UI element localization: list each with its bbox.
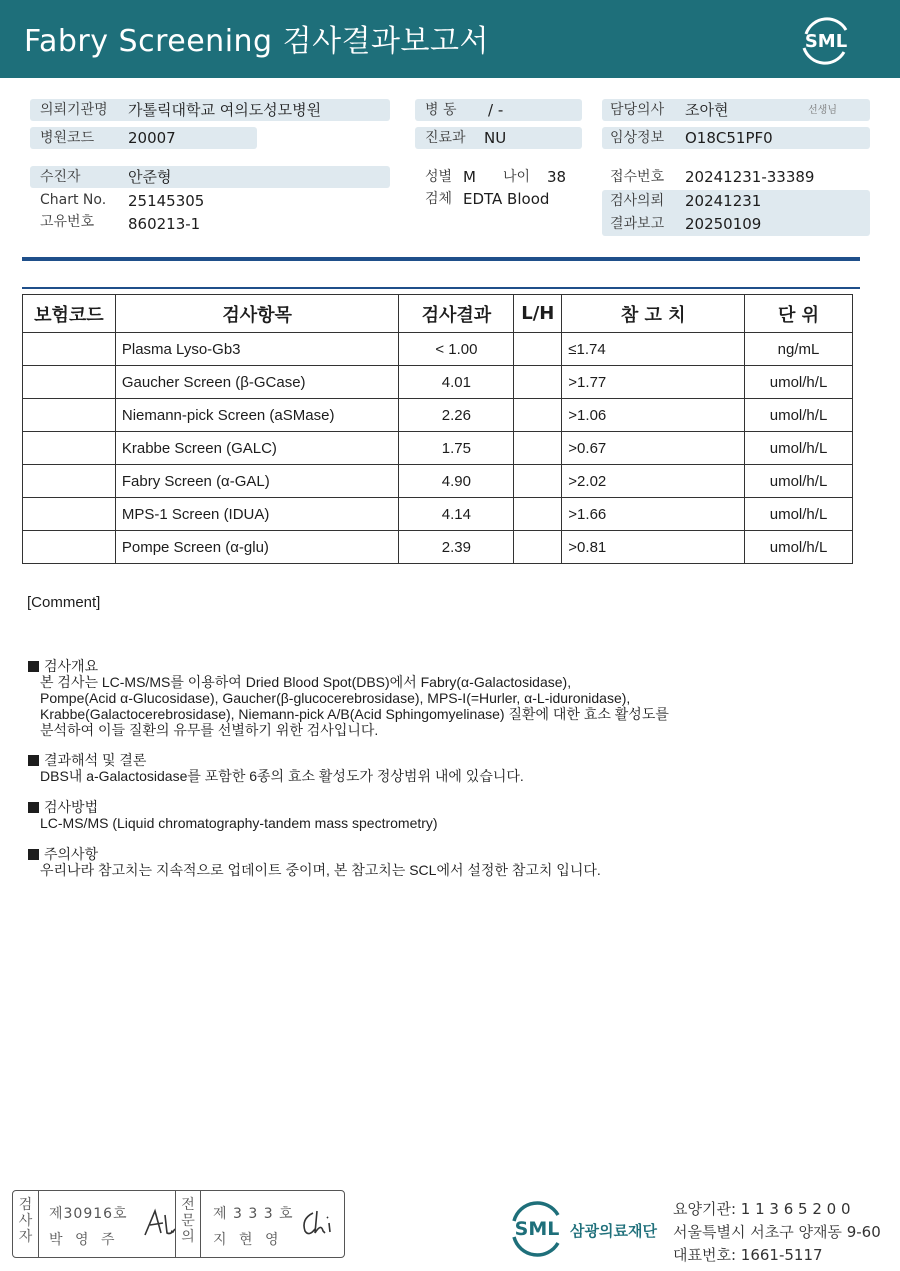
cell-unit: umol/h/L bbox=[745, 366, 853, 399]
cell-item: Krabbe Screen (GALC) bbox=[115, 432, 399, 465]
col-reference: 참 고 치 bbox=[562, 295, 745, 333]
signature-box bbox=[12, 1190, 345, 1258]
section-line: 분석하여 이들 질환의 유무를 선별하기 위한 검사입니다. bbox=[40, 722, 379, 738]
specialist-license: 제 3 3 3 호 bbox=[213, 1206, 294, 1222]
section-line: Krabbe(Galactocerebrosidase), Niemann-pick A/B(Acid Sphingomyelinase) 질환에 대한 효소 활성도를 bbox=[40, 706, 669, 722]
cell-reference: >1.06 bbox=[562, 399, 745, 432]
cell-code bbox=[23, 366, 116, 399]
unique-no-value: 860213-1 bbox=[128, 215, 201, 233]
request-date-value: 20241231 bbox=[685, 192, 762, 210]
cell-result: 4.01 bbox=[399, 366, 514, 399]
report-date-label: 결과보고 bbox=[610, 216, 665, 232]
table-row bbox=[23, 531, 853, 564]
section-title: 주의사항 bbox=[44, 846, 99, 862]
cell-code bbox=[23, 531, 116, 564]
cell-item: Plasma Lyso-Gb3 bbox=[115, 333, 399, 366]
table-row bbox=[23, 366, 853, 399]
cell-code bbox=[23, 432, 116, 465]
cell-code bbox=[23, 333, 116, 366]
sml-logo-icon bbox=[798, 12, 854, 66]
comment-label: [Comment] bbox=[27, 594, 101, 611]
institution-value: 가톨릭대학교 여의도성모병원 bbox=[128, 101, 322, 119]
cell-unit: umol/h/L bbox=[745, 498, 853, 531]
cell-lh bbox=[514, 399, 562, 432]
section-caution bbox=[28, 846, 601, 878]
cell-reference: >1.77 bbox=[562, 366, 745, 399]
receipt-no-label: 접수번호 bbox=[610, 169, 665, 185]
inspector-label: 검 사 자 bbox=[18, 1197, 33, 1245]
cell-item: Pompe Screen (α-glu) bbox=[115, 531, 399, 564]
ward-value: / - bbox=[488, 101, 504, 119]
institution-label: 의뢰기관명 bbox=[40, 102, 108, 118]
cell-result: 2.26 bbox=[399, 399, 514, 432]
cell-result: 2.39 bbox=[399, 531, 514, 564]
cell-code bbox=[23, 465, 116, 498]
table-row bbox=[23, 465, 853, 498]
bullet-square-icon bbox=[28, 661, 39, 672]
clinical-info-value: O18C51PF0 bbox=[685, 129, 773, 147]
section-line: Pompe(Acid α-Glucosidase), Gaucher(β-glucocerebrosidase), MPS-I(=Hurler, α-L-iduronidase), bbox=[40, 690, 631, 706]
organization-name: 삼광의료재단 bbox=[570, 1222, 657, 1240]
cell-lh bbox=[514, 333, 562, 366]
cell-unit: umol/h/L bbox=[745, 399, 853, 432]
sml-foundation-logo-text: SML bbox=[514, 1218, 560, 1240]
department-value: NU bbox=[484, 129, 507, 147]
cell-item: Niemann-pick Screen (aSMase) bbox=[115, 399, 399, 432]
section-title: 검사방법 bbox=[44, 799, 99, 815]
specialist-label: 전 문 의 bbox=[181, 1197, 195, 1245]
department-label: 진료과 bbox=[425, 130, 466, 146]
cell-item: MPS-1 Screen (IDUA) bbox=[115, 498, 399, 531]
cell-code bbox=[23, 399, 116, 432]
organization-address: 서울특별시 서초구 양재동 9-60 bbox=[673, 1223, 881, 1241]
col-unit: 단 위 bbox=[745, 295, 853, 333]
doctor-value: 조아현 bbox=[685, 101, 729, 119]
cell-lh bbox=[514, 531, 562, 564]
hospital-code-value: 20007 bbox=[128, 129, 176, 147]
section-line: 본 검사는 LC-MS/MS를 이용하여 Dried Blood Spot(DBS)에서 Fabry(α-Galactosidase), bbox=[40, 674, 572, 690]
specimen-value: EDTA Blood bbox=[463, 190, 550, 208]
cell-result: < 1.00 bbox=[399, 333, 514, 366]
cell-reference: >1.66 bbox=[562, 498, 745, 531]
hospital-code-label: 병원코드 bbox=[40, 130, 95, 146]
sml-foundation-logo-icon bbox=[508, 1197, 566, 1257]
section-interpretation bbox=[28, 752, 524, 784]
chart-no-value: 25145305 bbox=[128, 192, 205, 210]
cell-result: 4.14 bbox=[399, 498, 514, 531]
section-method bbox=[28, 799, 438, 831]
cell-reference: >0.67 bbox=[562, 432, 745, 465]
cell-reference: >0.81 bbox=[562, 531, 745, 564]
age-value: 38 bbox=[547, 168, 567, 186]
col-lh: L/H bbox=[514, 295, 562, 333]
cell-item: Fabry Screen (α-GAL) bbox=[115, 465, 399, 498]
section-line: 우리나라 참고치는 지속적으로 업데이트 중이며, 본 참고치는 SCL에서 설정한 참고치 입니다. bbox=[40, 862, 601, 878]
cell-unit: umol/h/L bbox=[745, 432, 853, 465]
cell-unit: ng/mL bbox=[745, 333, 853, 366]
cell-lh bbox=[514, 432, 562, 465]
inspector-license: 제30916호 bbox=[49, 1206, 128, 1222]
section-divider bbox=[22, 257, 860, 261]
inspector-name: 박 영 주 bbox=[49, 1232, 119, 1248]
cell-result: 1.75 bbox=[399, 432, 514, 465]
table-row bbox=[23, 399, 853, 432]
table-row bbox=[23, 432, 853, 465]
cell-lh bbox=[514, 465, 562, 498]
report-date-value: 20250109 bbox=[685, 215, 762, 233]
patient-label: 수진자 bbox=[40, 169, 81, 185]
cell-item: Gaucher Screen (β-GCase) bbox=[115, 366, 399, 399]
cell-unit: umol/h/L bbox=[745, 465, 853, 498]
section-line: LC-MS/MS (Liquid chromatography-tandem mass spectrometry) bbox=[40, 815, 438, 831]
results-table bbox=[22, 294, 853, 564]
section-line: DBS내 a-Galactosidase를 포함한 6종의 효소 활성도가 정상범위 내에 있습니다. bbox=[40, 768, 524, 784]
cell-unit: umol/h/L bbox=[745, 531, 853, 564]
bullet-square-icon bbox=[28, 802, 39, 813]
section-overview bbox=[28, 658, 669, 738]
sex-value: M bbox=[463, 168, 476, 186]
institution-code: 요양기관: 1 1 3 6 5 2 0 0 bbox=[673, 1200, 851, 1218]
cell-lh bbox=[514, 498, 562, 531]
clinical-info-label: 임상정보 bbox=[610, 130, 665, 146]
report-header-banner bbox=[0, 0, 900, 78]
specialist-vertical-label bbox=[175, 1191, 201, 1257]
report-title: Fabry Screening 검사결과보고서 bbox=[24, 24, 489, 59]
age-label: 나이 bbox=[503, 169, 531, 185]
receipt-no-value: 20241231-33389 bbox=[685, 168, 815, 186]
table-header-row bbox=[23, 295, 853, 333]
section-title: 결과해석 및 결론 bbox=[44, 752, 147, 768]
col-test-item: 검사항목 bbox=[115, 295, 399, 333]
unique-no-label: 고유번호 bbox=[40, 214, 95, 230]
request-date-label: 검사의뢰 bbox=[610, 193, 665, 209]
specimen-label: 검체 bbox=[425, 191, 453, 207]
cell-code bbox=[23, 498, 116, 531]
table-row bbox=[23, 498, 853, 531]
patient-value: 안준형 bbox=[128, 168, 172, 186]
col-insurance-code: 보험코드 bbox=[23, 295, 116, 333]
col-result: 검사결과 bbox=[399, 295, 514, 333]
cell-result: 4.90 bbox=[399, 465, 514, 498]
cell-lh bbox=[514, 366, 562, 399]
organization-phone: 대표번호: 1661-5117 bbox=[673, 1246, 823, 1264]
table-row bbox=[23, 333, 853, 366]
ward-label: 병 동 bbox=[425, 102, 457, 118]
cell-reference: >2.02 bbox=[562, 465, 745, 498]
sml-logo-text: SML bbox=[804, 31, 848, 52]
doctor-label: 담당의사 bbox=[610, 102, 665, 118]
inspector-vertical-label bbox=[13, 1191, 39, 1257]
sex-label: 성별 bbox=[425, 169, 453, 185]
specialist-signature-icon bbox=[297, 1205, 341, 1241]
patient-row bbox=[30, 166, 390, 188]
bullet-square-icon bbox=[28, 849, 39, 860]
table-top-rule bbox=[22, 287, 860, 289]
cell-reference: ≤1.74 bbox=[562, 333, 745, 366]
doctor-suffix: 선생님 bbox=[808, 105, 837, 116]
section-title: 검사개요 bbox=[44, 658, 99, 674]
specialist-name: 지 현 영 bbox=[213, 1232, 283, 1248]
chart-no-label: Chart No. bbox=[40, 192, 107, 208]
bullet-square-icon bbox=[28, 755, 39, 766]
